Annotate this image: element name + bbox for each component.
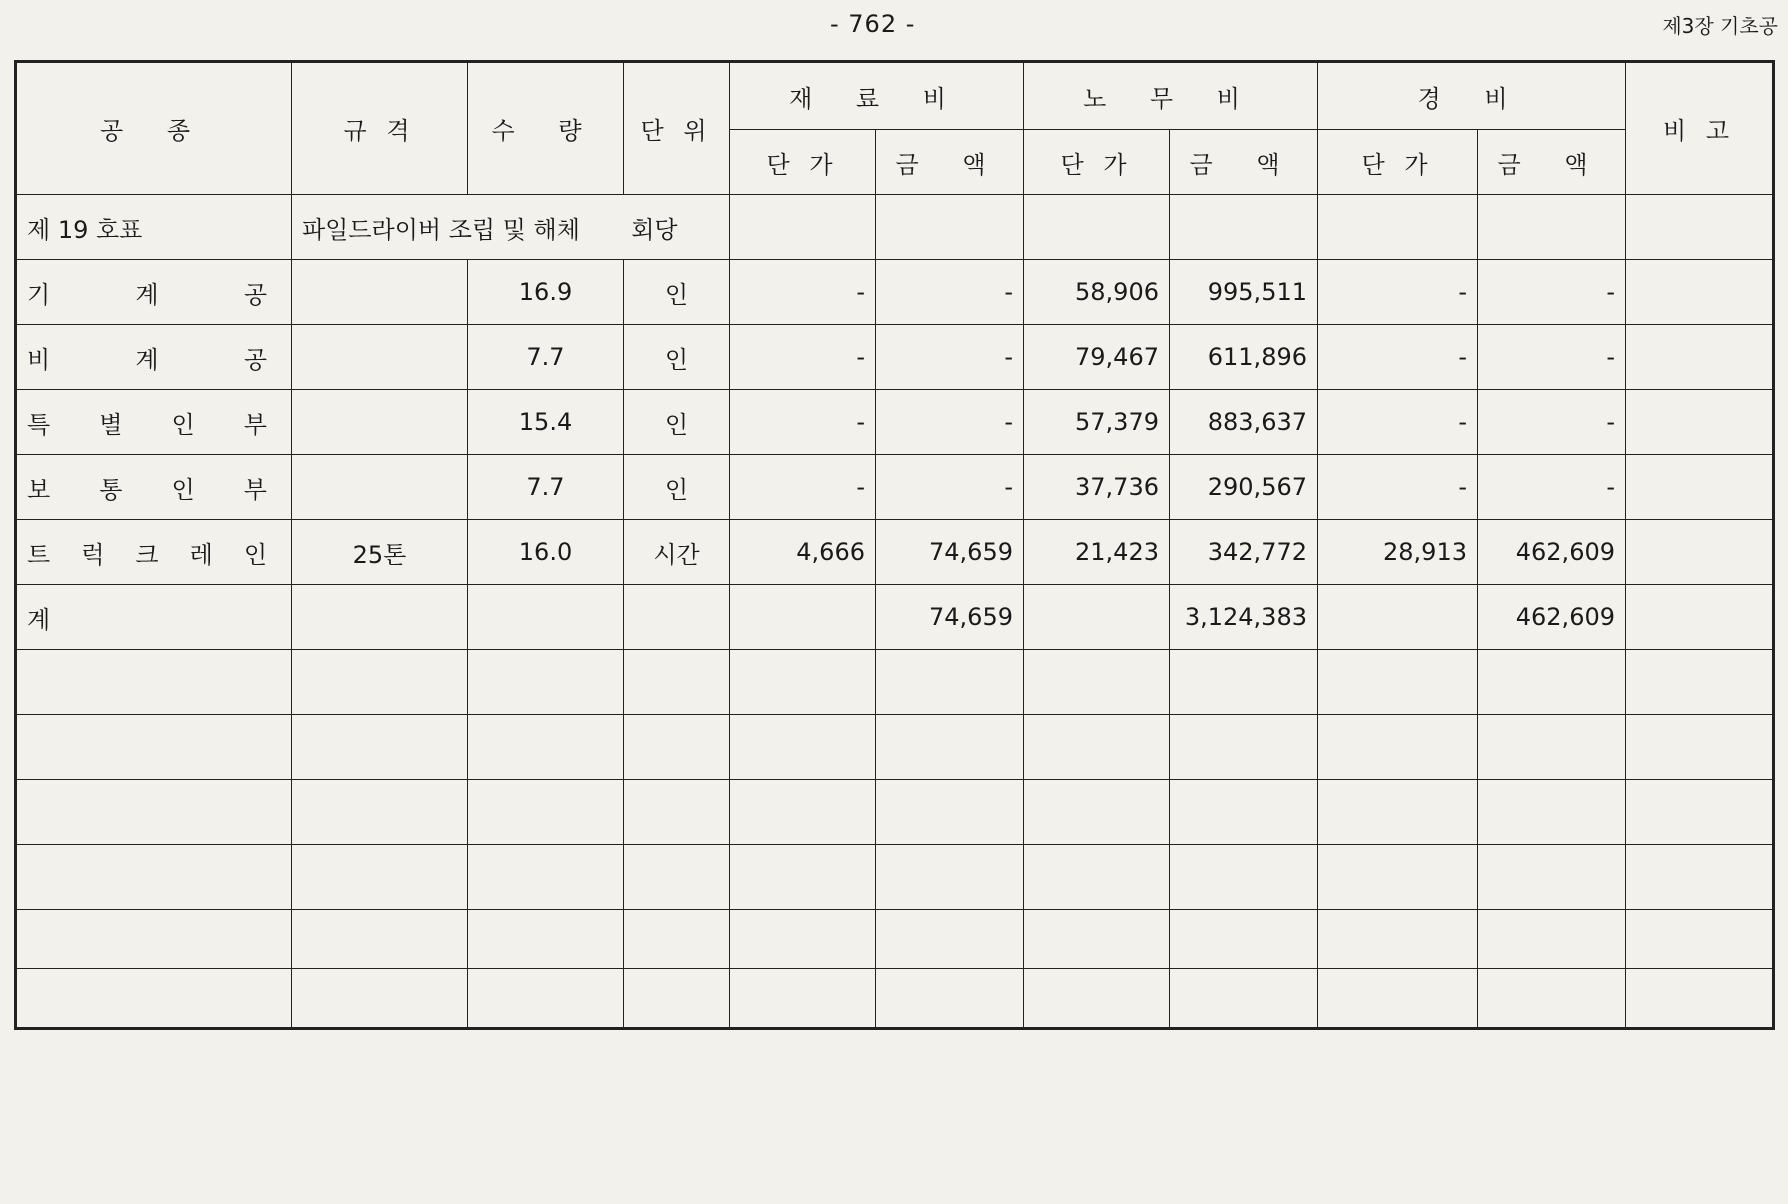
empty-cell bbox=[292, 910, 468, 969]
empty-cell bbox=[468, 715, 624, 780]
empty-cell bbox=[1478, 910, 1626, 969]
item-labor-unit-price: 21,423 bbox=[1024, 520, 1170, 585]
empty-cell bbox=[292, 715, 468, 780]
item-name-letter: 별 bbox=[99, 410, 123, 439]
table-row bbox=[16, 455, 1774, 520]
empty-cell bbox=[1478, 845, 1626, 910]
item-name-letter: 인 bbox=[171, 410, 195, 439]
item-labor-unit-price: 79,467 bbox=[1024, 325, 1170, 390]
empty-cell bbox=[1478, 969, 1626, 1029]
item-labor-amount: 342,772 bbox=[1170, 520, 1318, 585]
item-name-letter: 계 bbox=[135, 345, 159, 374]
item-expense-unit-price: - bbox=[1318, 260, 1478, 325]
item-expense-unit-price: - bbox=[1318, 325, 1478, 390]
empty-cell bbox=[1626, 910, 1774, 969]
item-name bbox=[16, 325, 292, 390]
empty-cell bbox=[730, 195, 876, 260]
empty-cell bbox=[876, 715, 1024, 780]
item-labor-amount: 883,637 bbox=[1170, 390, 1318, 455]
empty-cell bbox=[468, 969, 624, 1029]
header-spec: 규 격 bbox=[292, 62, 468, 195]
empty-cell bbox=[1478, 195, 1626, 260]
item-material-unit-price: - bbox=[730, 390, 876, 455]
header-work-type: 공 종 bbox=[16, 62, 292, 195]
item-name-letters bbox=[27, 275, 281, 310]
item-labor-amount: 290,567 bbox=[1170, 455, 1318, 520]
item-labor-unit-price: 58,906 bbox=[1024, 260, 1170, 325]
empty-cell bbox=[624, 650, 730, 715]
empty-cell bbox=[730, 780, 876, 845]
item-labor-unit-price: 57,379 bbox=[1024, 390, 1170, 455]
item-name-letter: 통 bbox=[99, 475, 123, 504]
empty-cell bbox=[1318, 969, 1478, 1029]
item-name-letter: 크 bbox=[135, 540, 159, 569]
table-row bbox=[16, 260, 1774, 325]
empty-cell bbox=[1318, 650, 1478, 715]
empty-cell bbox=[16, 650, 292, 715]
header-expense-amount: 금 액 bbox=[1478, 130, 1626, 195]
table-description-unit: 회당 bbox=[631, 215, 678, 244]
empty-cell bbox=[730, 715, 876, 780]
empty-cell bbox=[1170, 715, 1318, 780]
empty-cell bbox=[1024, 650, 1170, 715]
empty-cell bbox=[876, 969, 1024, 1029]
item-expense-amount: 462,609 bbox=[1478, 520, 1626, 585]
table-number: 제 19 호표 bbox=[16, 195, 292, 260]
item-material-unit-price: - bbox=[730, 455, 876, 520]
empty-cell bbox=[876, 845, 1024, 910]
empty-cell bbox=[1318, 780, 1478, 845]
empty-cell bbox=[876, 650, 1024, 715]
item-name-letter: 트 bbox=[27, 540, 51, 569]
page-number: - 762 - bbox=[830, 10, 916, 38]
item-quantity: 15.4 bbox=[468, 390, 624, 455]
table-title-row bbox=[16, 195, 1774, 260]
item-name-letters bbox=[27, 535, 281, 570]
item-material-amount: - bbox=[876, 260, 1024, 325]
empty-cell bbox=[624, 910, 730, 969]
empty-table-row bbox=[16, 650, 1774, 715]
empty-cell bbox=[1170, 195, 1318, 260]
empty-cell bbox=[468, 650, 624, 715]
empty-cell bbox=[292, 650, 468, 715]
item-spec bbox=[292, 390, 468, 455]
empty-table-row bbox=[16, 715, 1774, 780]
empty-cell bbox=[1170, 845, 1318, 910]
empty-cell bbox=[1626, 780, 1774, 845]
item-name-letter: 인 bbox=[243, 540, 267, 569]
item-material-unit-price: - bbox=[730, 260, 876, 325]
empty-cell bbox=[292, 780, 468, 845]
empty-cell bbox=[1626, 715, 1774, 780]
empty-table-row bbox=[16, 969, 1774, 1029]
empty-cell bbox=[468, 910, 624, 969]
empty-cell bbox=[16, 845, 292, 910]
table-description-text: 파일드라이버 조립 및 해체 bbox=[302, 215, 580, 244]
item-name-letter: 계 bbox=[135, 280, 159, 309]
total-labor-amount: 3,124,383 bbox=[1170, 585, 1318, 650]
item-unit: 시간 bbox=[624, 520, 730, 585]
item-remarks bbox=[1626, 455, 1774, 520]
item-quantity: 16.9 bbox=[468, 260, 624, 325]
item-name-letter: 비 bbox=[27, 345, 51, 374]
header-labor-amount: 금 액 bbox=[1170, 130, 1318, 195]
item-name bbox=[16, 455, 292, 520]
empty-cell bbox=[1024, 780, 1170, 845]
item-spec bbox=[292, 455, 468, 520]
item-name-letter: 보 bbox=[27, 475, 51, 504]
item-name-letters bbox=[27, 405, 281, 440]
total-label: 계 bbox=[16, 585, 292, 650]
empty-cell bbox=[1024, 195, 1170, 260]
empty-cell bbox=[1024, 585, 1170, 650]
item-material-amount: - bbox=[876, 455, 1024, 520]
empty-cell bbox=[1170, 650, 1318, 715]
empty-cell bbox=[730, 910, 876, 969]
empty-cell bbox=[624, 969, 730, 1029]
item-name bbox=[16, 520, 292, 585]
empty-table-row bbox=[16, 845, 1774, 910]
item-name-letters bbox=[27, 470, 281, 505]
item-name-letters bbox=[27, 340, 281, 375]
item-name-letter: 럭 bbox=[81, 540, 105, 569]
item-name-letter: 레 bbox=[189, 540, 213, 569]
empty-cell bbox=[1478, 715, 1626, 780]
item-expense-unit-price: - bbox=[1318, 455, 1478, 520]
empty-cell bbox=[468, 585, 624, 650]
item-unit: 인 bbox=[624, 260, 730, 325]
header-expense: 경 비 bbox=[1318, 62, 1626, 130]
item-name-letter: 공 bbox=[243, 345, 267, 374]
item-unit: 인 bbox=[624, 455, 730, 520]
empty-cell bbox=[1626, 650, 1774, 715]
header-unit: 단 위 bbox=[624, 62, 730, 195]
empty-cell bbox=[624, 715, 730, 780]
empty-cell bbox=[1024, 845, 1170, 910]
item-material-unit-price: - bbox=[730, 325, 876, 390]
item-spec: 25톤 bbox=[292, 520, 468, 585]
item-expense-amount: - bbox=[1478, 390, 1626, 455]
empty-cell bbox=[1024, 969, 1170, 1029]
table-row bbox=[16, 390, 1774, 455]
header-material-cost: 재 료 비 bbox=[730, 62, 1024, 130]
header-remarks: 비 고 bbox=[1626, 62, 1774, 195]
header-expense-unit-price: 단 가 bbox=[1318, 130, 1478, 195]
empty-cell bbox=[876, 910, 1024, 969]
item-name-letter: 부 bbox=[243, 410, 267, 439]
empty-cell bbox=[292, 969, 468, 1029]
item-name-letter: 공 bbox=[243, 280, 267, 309]
item-material-amount: - bbox=[876, 390, 1024, 455]
empty-cell bbox=[730, 845, 876, 910]
empty-cell bbox=[1318, 585, 1478, 650]
total-expense-amount: 462,609 bbox=[1478, 585, 1626, 650]
empty-cell bbox=[1318, 715, 1478, 780]
item-remarks bbox=[1626, 520, 1774, 585]
table-row bbox=[16, 325, 1774, 390]
empty-cell bbox=[624, 845, 730, 910]
item-unit: 인 bbox=[624, 325, 730, 390]
total-row bbox=[16, 585, 1774, 650]
empty-cell bbox=[1478, 650, 1626, 715]
header-row-top bbox=[16, 62, 1774, 130]
total-material-amount: 74,659 bbox=[876, 585, 1024, 650]
item-quantity: 7.7 bbox=[468, 325, 624, 390]
table-body bbox=[16, 260, 1774, 585]
item-material-amount: - bbox=[876, 325, 1024, 390]
empty-table-row bbox=[16, 780, 1774, 845]
empty-cell bbox=[16, 910, 292, 969]
item-remarks bbox=[1626, 260, 1774, 325]
empty-cell bbox=[1626, 585, 1774, 650]
empty-cell bbox=[468, 845, 624, 910]
empty-cell bbox=[730, 585, 876, 650]
empty-cell bbox=[876, 195, 1024, 260]
item-unit: 인 bbox=[624, 390, 730, 455]
item-spec bbox=[292, 325, 468, 390]
empty-cell bbox=[292, 845, 468, 910]
item-name-letter: 기 bbox=[27, 280, 51, 309]
empty-cell bbox=[1170, 910, 1318, 969]
empty-cell bbox=[1626, 195, 1774, 260]
empty-table-row bbox=[16, 910, 1774, 969]
item-name-letter: 특 bbox=[27, 410, 51, 439]
item-spec bbox=[292, 260, 468, 325]
empty-cell bbox=[1024, 715, 1170, 780]
empty-cell bbox=[1318, 910, 1478, 969]
empty-cell bbox=[1318, 845, 1478, 910]
item-material-unit-price: 4,666 bbox=[730, 520, 876, 585]
empty-cell bbox=[468, 780, 624, 845]
empty-cell bbox=[1170, 780, 1318, 845]
empty-cell bbox=[624, 780, 730, 845]
item-remarks bbox=[1626, 390, 1774, 455]
empty-cell bbox=[624, 585, 730, 650]
item-labor-amount: 995,511 bbox=[1170, 260, 1318, 325]
header-labor-cost: 노 무 비 bbox=[1024, 62, 1318, 130]
header-material-amount: 금 액 bbox=[876, 130, 1024, 195]
item-expense-unit-price: - bbox=[1318, 390, 1478, 455]
empty-cell bbox=[1024, 910, 1170, 969]
empty-cell bbox=[16, 780, 292, 845]
header-labor-unit-price: 단 가 bbox=[1024, 130, 1170, 195]
empty-cell bbox=[1626, 845, 1774, 910]
empty-cell bbox=[1170, 969, 1318, 1029]
item-quantity: 16.0 bbox=[468, 520, 624, 585]
table-description bbox=[292, 195, 730, 260]
item-quantity: 7.7 bbox=[468, 455, 624, 520]
item-expense-unit-price: 28,913 bbox=[1318, 520, 1478, 585]
item-name bbox=[16, 390, 292, 455]
header-quantity: 수 량 bbox=[468, 62, 624, 195]
item-expense-amount: - bbox=[1478, 325, 1626, 390]
cost-breakdown-table bbox=[14, 60, 1775, 1030]
empty-cell bbox=[1318, 195, 1478, 260]
item-name bbox=[16, 260, 292, 325]
empty-cell bbox=[730, 650, 876, 715]
header-material-unit-price: 단 가 bbox=[730, 130, 876, 195]
empty-cell bbox=[16, 969, 292, 1029]
item-expense-amount: - bbox=[1478, 260, 1626, 325]
item-remarks bbox=[1626, 325, 1774, 390]
empty-cell bbox=[16, 715, 292, 780]
item-labor-unit-price: 37,736 bbox=[1024, 455, 1170, 520]
item-expense-amount: - bbox=[1478, 455, 1626, 520]
empty-cell bbox=[1478, 780, 1626, 845]
empty-cell bbox=[292, 585, 468, 650]
empty-cell bbox=[1626, 969, 1774, 1029]
empty-rows bbox=[16, 650, 1774, 1029]
item-name-letter: 부 bbox=[243, 475, 267, 504]
item-labor-amount: 611,896 bbox=[1170, 325, 1318, 390]
empty-cell bbox=[730, 969, 876, 1029]
table-row bbox=[16, 520, 1774, 585]
chapter-header: 제3장 기초공 bbox=[1662, 14, 1778, 38]
empty-cell bbox=[876, 780, 1024, 845]
item-material-amount: 74,659 bbox=[876, 520, 1024, 585]
item-name-letter: 인 bbox=[171, 475, 195, 504]
